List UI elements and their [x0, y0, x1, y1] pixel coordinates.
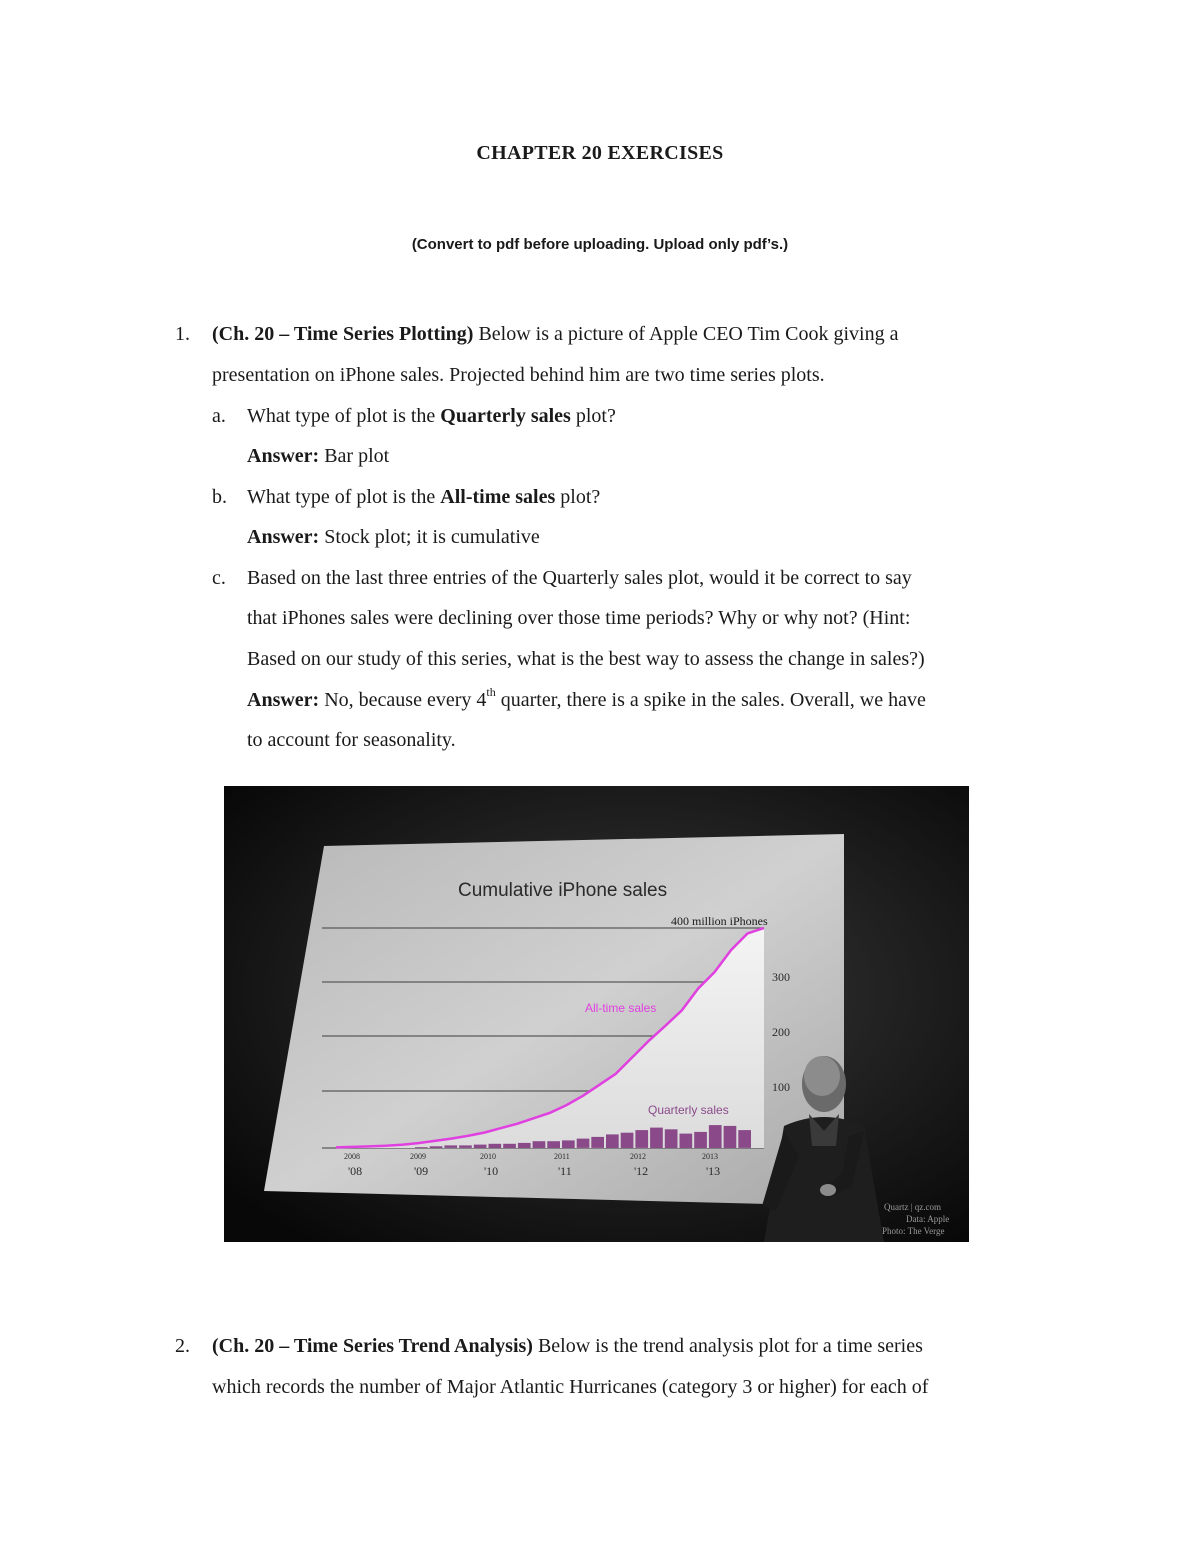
photo-top-label: 400 million iPhones [671, 914, 768, 928]
quarterly-bar [724, 1126, 737, 1148]
year-label-bottom: '13 [706, 1164, 721, 1178]
presentation-photo-svg [224, 786, 969, 1242]
quarterly-bar [459, 1145, 472, 1148]
question-1-heading: (Ch. 20 – Time Series Plotting) [212, 323, 474, 345]
q1b-q-post: plot? [555, 486, 601, 508]
q1c-answer-pre: No, because every 4 [319, 689, 487, 711]
question-1-line-1 [212, 322, 898, 346]
axis-label-100: 100 [772, 1080, 790, 1094]
year-label-top: 2013 [702, 1152, 718, 1161]
q1c-line-2: that iPhones sales were declining over those time periods? Why or why not? (Hint: [247, 607, 911, 629]
quarterly-bar [415, 1147, 428, 1148]
question-2-line-2: which records the number of Major Atlantic Hurricanes (category 3 or higher) for each of [212, 1376, 929, 1398]
question-1-line-2: presentation on iPhone sales. Projected behind him are two time series plots. [212, 364, 825, 386]
quarterly-bar [694, 1132, 707, 1148]
credit-line-1: Quartz | qz.com [884, 1202, 942, 1212]
q1c-answer-line-2: to account for seasonality. [247, 729, 456, 751]
year-label-top: 2012 [630, 1152, 646, 1161]
q1a-q-bold: Quarterly sales [440, 405, 571, 427]
question-1-text-1: Below is a picture of Apple CEO Tim Cook giving a [473, 323, 899, 345]
quarterly-bar [577, 1139, 590, 1148]
quarterly-bar [621, 1133, 634, 1148]
axis-label-300: 300 [772, 970, 790, 984]
presentation-photo [224, 786, 969, 1242]
q1b-q-pre: What type of plot is the [247, 486, 441, 508]
q1c-label: c. [212, 567, 226, 589]
question-2-heading: (Ch. 20 – Time Series Trend Analysis) [212, 1335, 533, 1357]
quarterly-bar [503, 1144, 516, 1148]
q1c-answer [247, 685, 926, 712]
year-label-bottom: '11 [558, 1164, 572, 1178]
year-label-top: 2010 [480, 1152, 496, 1161]
q1b-q-bold: All-time sales [440, 486, 556, 508]
q1b-question [247, 485, 600, 509]
q1c-line-3: Based on our study of this series, what is the best way to assess the change in sales?) [247, 648, 925, 670]
question-2-text-1: Below is the trend analysis plot for a time series [532, 1335, 923, 1357]
q1b-answer-label: Answer: [247, 526, 320, 548]
quarterly-bar [665, 1129, 678, 1148]
credit-line-3: Photo: The Verge [882, 1226, 945, 1236]
quarterly-bar [444, 1145, 457, 1148]
quarterly-bar [680, 1134, 693, 1148]
page-title: CHAPTER 20 EXERCISES [476, 142, 724, 164]
q1a-answer-text: Bar plot [319, 445, 390, 467]
year-label-bottom: '09 [414, 1164, 429, 1178]
quarterly-bar [635, 1130, 648, 1148]
year-label-top: 2011 [554, 1152, 570, 1161]
q1a-question [247, 404, 616, 428]
quarterly-bar [430, 1146, 443, 1148]
quarterly-bar [489, 1144, 502, 1148]
credit-line-2: Data: Apple [906, 1214, 950, 1224]
year-label-bottom: '12 [634, 1164, 649, 1178]
axis-label-200: 200 [772, 1025, 790, 1039]
question-2-number: 2. [175, 1335, 190, 1357]
year-label-top: 2008 [344, 1152, 360, 1161]
quarterly-sales-label: Quarterly sales [648, 1103, 729, 1117]
q1a-label: a. [212, 405, 226, 427]
alltime-sales-label: All-time sales [585, 1001, 657, 1015]
q1a-answer-label: Answer: [247, 445, 320, 467]
question-1-number: 1. [175, 323, 190, 345]
q1c-line-1: Based on the last three entries of the Quarterly sales plot, would it be correct to say [247, 567, 912, 589]
year-label-bottom: '10 [484, 1164, 499, 1178]
year-label-top: 2009 [410, 1152, 426, 1161]
quarterly-bar [709, 1125, 722, 1148]
q1a-answer [247, 444, 389, 468]
photo-chart-title: Cumulative iPhone sales [458, 880, 668, 901]
q1a-q-post: plot? [570, 405, 616, 427]
q1b-answer-text: Stock plot; it is cumulative [319, 526, 540, 548]
quarterly-bar [474, 1145, 487, 1148]
quarterly-bar [533, 1141, 546, 1148]
q1c-answer-label: Answer: [247, 689, 320, 711]
q1a-q-pre: What type of plot is the [247, 405, 441, 427]
quarterly-bar [606, 1134, 619, 1148]
q1c-answer-post: quarter, there is a spike in the sales. Overall, we have [495, 689, 926, 711]
q1c-answer-sup: th [486, 685, 496, 700]
quarterly-bar [547, 1141, 560, 1148]
q1b-answer [247, 525, 540, 549]
page-subtitle: (Convert to pdf before uploading. Upload only pdf’s.) [411, 236, 789, 253]
quarterly-bar [518, 1143, 531, 1148]
quarterly-bar [562, 1140, 575, 1148]
year-label-bottom: '08 [348, 1164, 363, 1178]
quarterly-bar [591, 1137, 604, 1148]
quarterly-bar [650, 1128, 663, 1148]
question-2-line-1 [212, 1334, 923, 1358]
quarterly-bar [738, 1130, 751, 1148]
q1b-label: b. [212, 486, 227, 508]
